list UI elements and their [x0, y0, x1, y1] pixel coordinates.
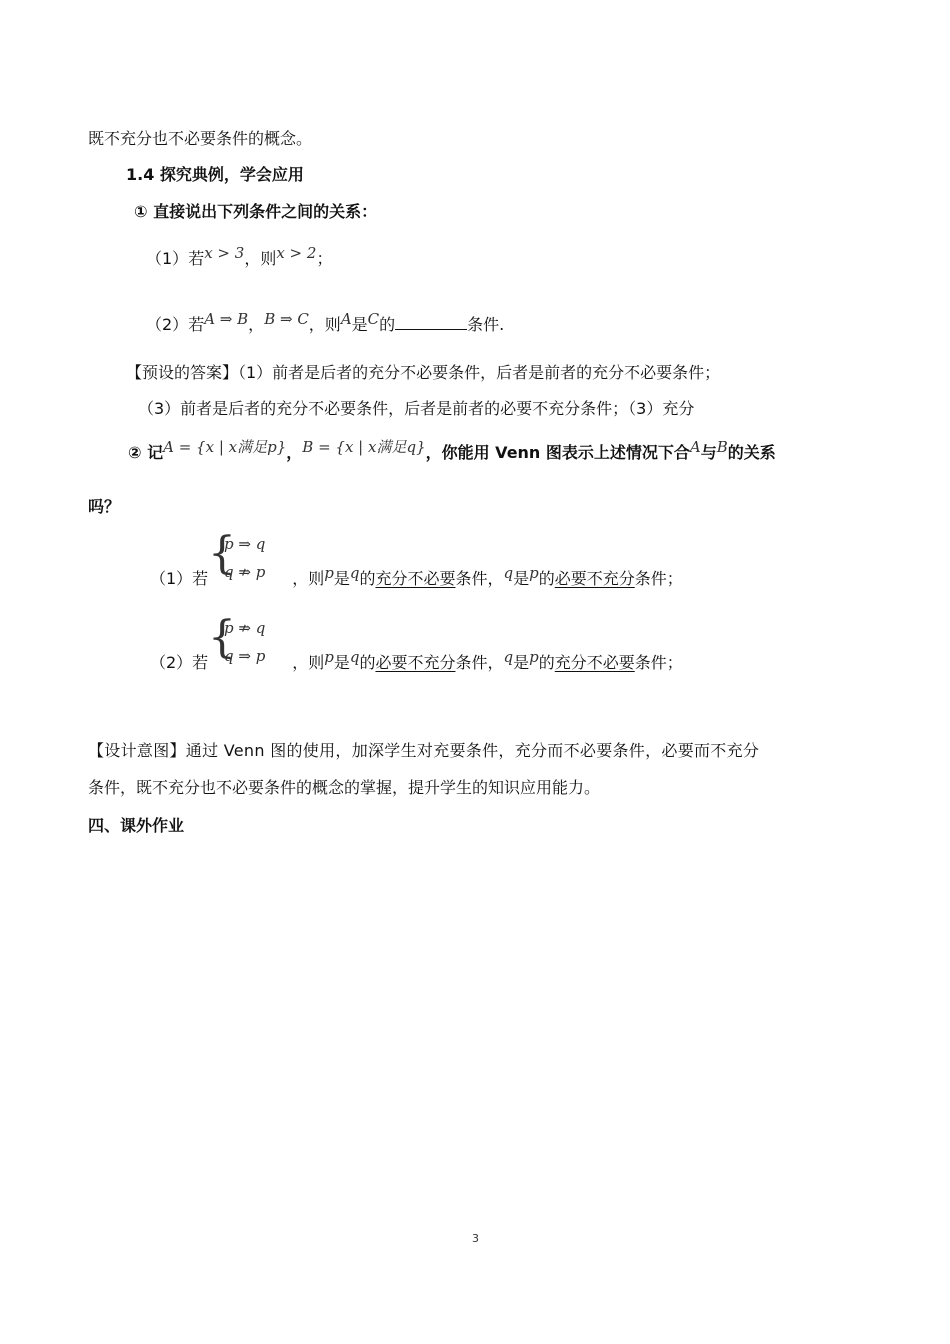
q2-mid: ，你能用 Venn 图表示上述情况下合 [425, 443, 690, 462]
case-1-de2: 的 [538, 569, 555, 588]
item-2-end: 条件. [467, 315, 505, 334]
case-2-underline-1: 必要不充分 [375, 653, 456, 672]
case-2-underline-2: 充分不必要 [554, 653, 635, 672]
case-1-tj: 条件， [455, 569, 504, 588]
item-1-ruo: 若 [188, 249, 205, 268]
item-2-math-2: B ⇒ C [264, 310, 309, 328]
case-2-tj: 条件， [455, 653, 504, 672]
q2-math-B: B = {x | x满足q} [302, 438, 426, 456]
case-1-underline-1: 充分不必要 [375, 569, 456, 588]
case-1-p: p [324, 564, 334, 582]
q2-math-1: A [689, 438, 701, 456]
case-2-brace: { [208, 612, 236, 663]
preset-answer-line-1: 【预设的答案】（1）前者是后者的充分不必要条件，后者是前者的充分不必要条件； [126, 363, 721, 382]
item-1 [146, 244, 333, 270]
item-2-math-1: A ⇒ B [204, 310, 249, 328]
case-1-shi2: 是 [513, 569, 530, 588]
case-2-shi2: 是 [513, 653, 530, 672]
case-1 [150, 564, 683, 590]
case-1-bottom-implication: q ⇏ p [224, 563, 266, 581]
case-2-num: （2）若 [150, 653, 209, 672]
case-1-num: （1）若 [150, 569, 209, 588]
section-heading-1-4: 1.4 探究典例，学会应用 [126, 165, 304, 184]
case-2-ze: ，则 [292, 653, 325, 672]
case-1-q2: q [503, 564, 514, 582]
item-1-end: ； [316, 249, 333, 268]
case-2-de2: 的 [538, 653, 555, 672]
case-1-ze: ，则 [292, 569, 325, 588]
item-2-math-4: C [367, 310, 380, 328]
case-1-shi: 是 [333, 569, 350, 588]
design-intent-line-2: 条件，既不充分也不必要条件的概念的掌握，提升学生的知识应用能力。 [88, 778, 601, 797]
question-2-tail: 吗？ [88, 497, 121, 516]
section-heading-4: 四、课外作业 [88, 816, 185, 835]
item-1-ze: ，则 [244, 249, 277, 268]
item-1-num: （1） [146, 249, 189, 268]
case-2-q: q [349, 648, 360, 666]
case-2-tj2: 条件； [634, 653, 683, 672]
item-2-shi: 是 [351, 315, 368, 334]
item-2-num: （2） [146, 315, 189, 334]
case-2-p: p [324, 648, 334, 666]
q2-pre: ② 记 [128, 443, 164, 462]
item-2-math-3: A [340, 310, 352, 328]
question-1: ① 直接说出下列条件之间的关系： [134, 202, 378, 221]
case-1-de: 的 [359, 569, 376, 588]
q2-math-2: B [716, 438, 728, 456]
case-2 [150, 648, 683, 674]
item-1-math-1: x > 3 [204, 244, 245, 262]
case-2-bottom-implication: q ⇒ p [224, 647, 266, 665]
case-2-top-implication: p ⇏ q [224, 619, 266, 637]
case-2-q2: q [503, 648, 514, 666]
q2-math-A: A = {x | x满足p} [163, 438, 287, 456]
page-number: 3 [472, 1232, 479, 1245]
q2-yu: 与 [700, 443, 717, 462]
case-2-de: 的 [359, 653, 376, 672]
q2-end: 的关系 [727, 443, 776, 462]
case-1-underline-2: 必要不充分 [554, 569, 635, 588]
case-1-top-implication: p ⇒ q [224, 535, 266, 553]
paragraph-continuation: 既不充分也不必要条件的概念。 [88, 129, 313, 148]
case-1-q: q [349, 564, 360, 582]
preset-answer-line-2: （3）前者是后者的充分不必要条件，后者是前者的必要不充分条件；（3）充分 [138, 399, 695, 418]
case-1-brace: { [208, 528, 236, 579]
q2-comma: ， [286, 443, 303, 462]
answer-blank [395, 315, 467, 330]
case-1-p2: p [529, 564, 539, 582]
question-2 [128, 438, 776, 464]
item-2-ruo: 若 [188, 315, 205, 334]
item-1-math-2: x > 2 [276, 244, 317, 262]
design-intent-line-1: 【设计意图】通过 Venn 图的使用，加深学生对充要条件，充分而不必要条件，必要而不充分 [88, 741, 760, 760]
case-1-tj2: 条件； [634, 569, 683, 588]
case-2-p2: p [529, 648, 539, 666]
item-2-de: 的 [379, 315, 396, 334]
item-2 [146, 310, 505, 336]
case-2-shi: 是 [333, 653, 350, 672]
item-2-c1: ， [248, 315, 265, 334]
item-2-c2: ，则 [308, 315, 341, 334]
